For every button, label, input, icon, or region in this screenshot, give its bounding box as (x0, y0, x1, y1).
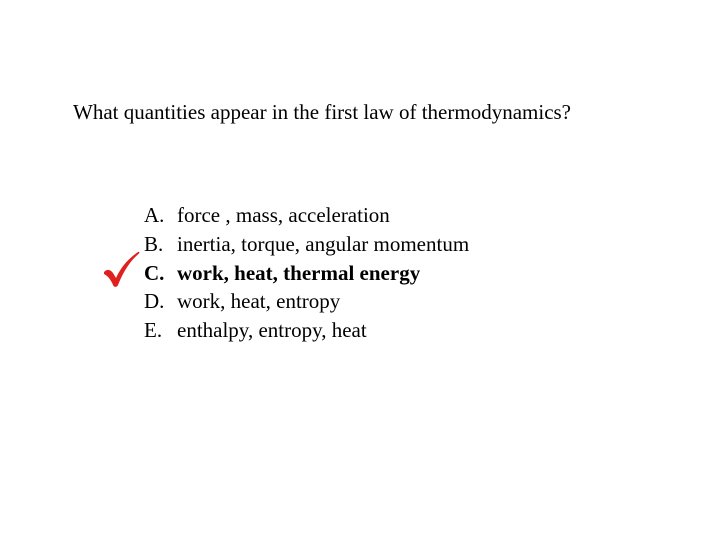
option-letter: E. (144, 318, 163, 343)
option-text: work, heat, entropy (177, 289, 341, 314)
question-text: What quantities appear in the first law of thermodynamics? (73, 100, 572, 124)
option-letter: B. (144, 231, 164, 256)
option-text: inertia, torque, angular momentum (177, 231, 470, 256)
option-e (144, 316, 564, 345)
option-text: work, heat, thermal energy (177, 260, 421, 285)
checkmark-icon (101, 250, 141, 290)
option-c-correct (144, 259, 564, 288)
option-a (144, 201, 564, 230)
option-letter: C. (144, 260, 165, 285)
option-b (144, 230, 564, 259)
option-letter: D. (144, 289, 165, 314)
option-letter: A. (144, 203, 165, 227)
option-d (144, 287, 564, 316)
option-text: force , mass, acceleration (177, 203, 390, 227)
option-text: enthalpy, entropy, heat (177, 318, 367, 343)
answer-options (144, 201, 564, 345)
